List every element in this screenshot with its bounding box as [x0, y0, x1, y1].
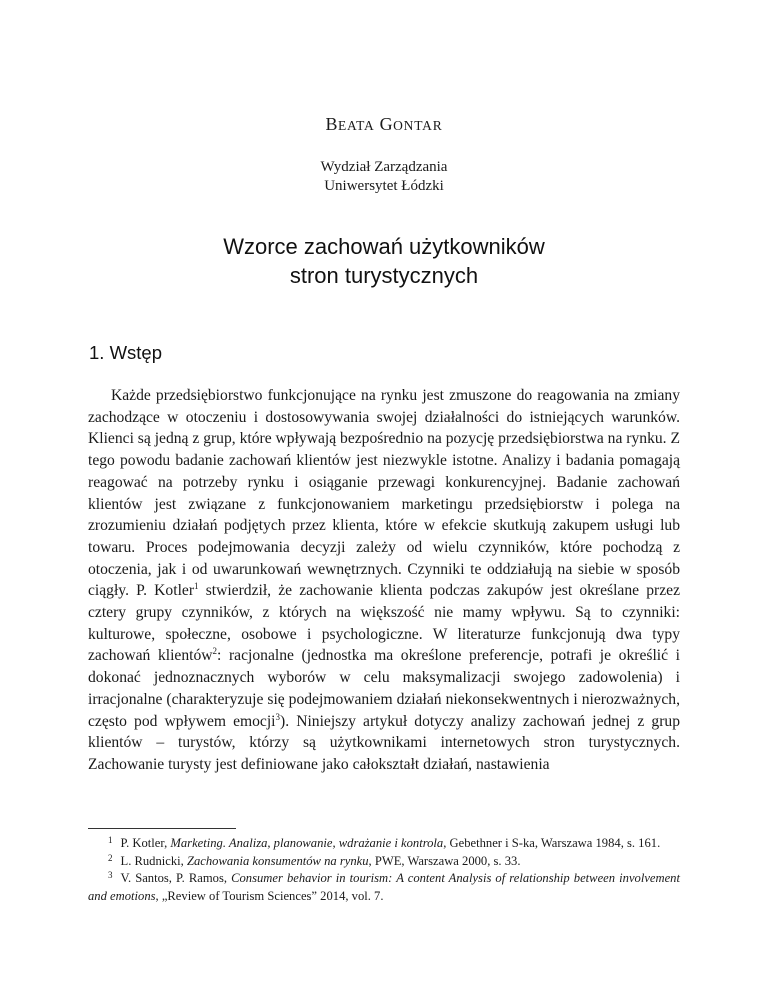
footnote-publisher: , „Review of Tourism Sciences” 2014, vol. 7. — [155, 888, 384, 903]
footnote-author: V. Santos, P. Ramos, — [120, 871, 232, 886]
footnote-ref-3: 3 — [275, 711, 281, 722]
footnote-author: P. Kotler, — [120, 836, 171, 850]
text-run: : racjonalne (jednostka ma określone preferencje, potrafi je określić i dokonać jednoznacznych wyborów w celu maksymalizacji swojego zadowolenia) i irracjonalne (charakteryzuje się podejmowaniem działań niekonsekwentnych i nierozważnych, często pod wpływem emocji — [88, 647, 680, 730]
footnote-ref-2: 2 — [212, 646, 218, 657]
footnote-title: Zachowania konsumentów na rynku — [186, 853, 369, 868]
footnote-author: L. Rudnicki, — [120, 853, 187, 868]
footnote-number: 1 — [108, 835, 113, 845]
affiliation-university: Uniwersytet Łódzki — [324, 178, 444, 194]
section-heading: 1. Wstęp — [89, 342, 162, 363]
author-last-rest: ONTAR — [393, 118, 443, 133]
footnote-2 — [88, 853, 680, 871]
author-first-initial: B — [325, 114, 338, 134]
author-first-rest: EATA — [337, 118, 375, 133]
body-text — [88, 385, 680, 776]
paragraph — [88, 385, 680, 776]
footnote-3 — [88, 870, 680, 905]
footnote-title: Marketing. Analiza, planowanie, wdrażanie i kontrola — [170, 836, 444, 850]
affiliation — [0, 158, 768, 196]
affiliation-department: Wydział Zarządzania — [320, 159, 448, 175]
footnote-title: Consumer behavior in tourism: A content Analysis of relationship between involvement and emotions — [88, 871, 680, 903]
footnote-divider — [88, 828, 236, 829]
text-run: ). Niniejszy artykuł dotyczy analizy zachowań jednej z grup klientów – turystów, którzy są użytkownikami internetowych stron turystycznych. Zachowanie turysty jest definiowane jako całokształt działań, nastawienia — [88, 712, 681, 773]
text-run: Każde przedsiębiorstwo funkcjonujące na rynku jest zmuszone do reagowania na zmiany zachodzące w otoczeniu i dostosowywania swojej działalności do istniejących warunków. Klienci są jedną z grup, które wpływają bezpośrednio na pozycję przedsiębiorstwa na rynku. Z tego powodu badanie zachowań klientów jest niezwykle istotne. Analizy i badania pomagają reagować na potrzeby rynku i osiąganie przewagi konkurencyjnej. Badanie zachowań klientów jest związane z funkcjonowaniem marketingu przedsiębiorstw i polega na zrozumieniu działań podjętych przez klienta, które w efekcie skutkują zakupem usługi lub towaru. Proces podejmowania decyzji zależy od wielu czynników, które pochodzą z otoczenia, jak i od uwarunkowań wewnętrznych. Czynniki te oddziałują na siebie w sposób ciągły. P. Kotler — [88, 387, 680, 600]
author-name — [0, 114, 768, 135]
article-title — [0, 232, 768, 290]
text-run: stwierdził, że zachowanie klienta podczas zakupów jest określane przez cztery grupy czynników, z których na większość nie mamy wpływu. Są to czynniki: kulturowe, społeczne, osobowe i psychologiczne. W literaturze funkcjonują dwa typy zachowań klientów — [88, 582, 680, 665]
title-line-1: Wzorce zachowań użytkowników — [223, 234, 545, 259]
title-line-2: stron turystycznych — [289, 263, 479, 288]
footnote-publisher: , PWE, Warszawa 2000, s. 33. — [368, 853, 521, 868]
author-last-initial: G — [379, 114, 394, 134]
footnotes — [88, 835, 680, 905]
footnote-ref-1: 1 — [194, 581, 199, 592]
footnote-publisher: , Gebethner i S-ka, Warszawa 1984, s. 161. — [443, 836, 661, 850]
footnote-number: 3 — [108, 870, 113, 881]
footnote-number: 2 — [108, 852, 113, 863]
footnote-1 — [88, 835, 680, 853]
